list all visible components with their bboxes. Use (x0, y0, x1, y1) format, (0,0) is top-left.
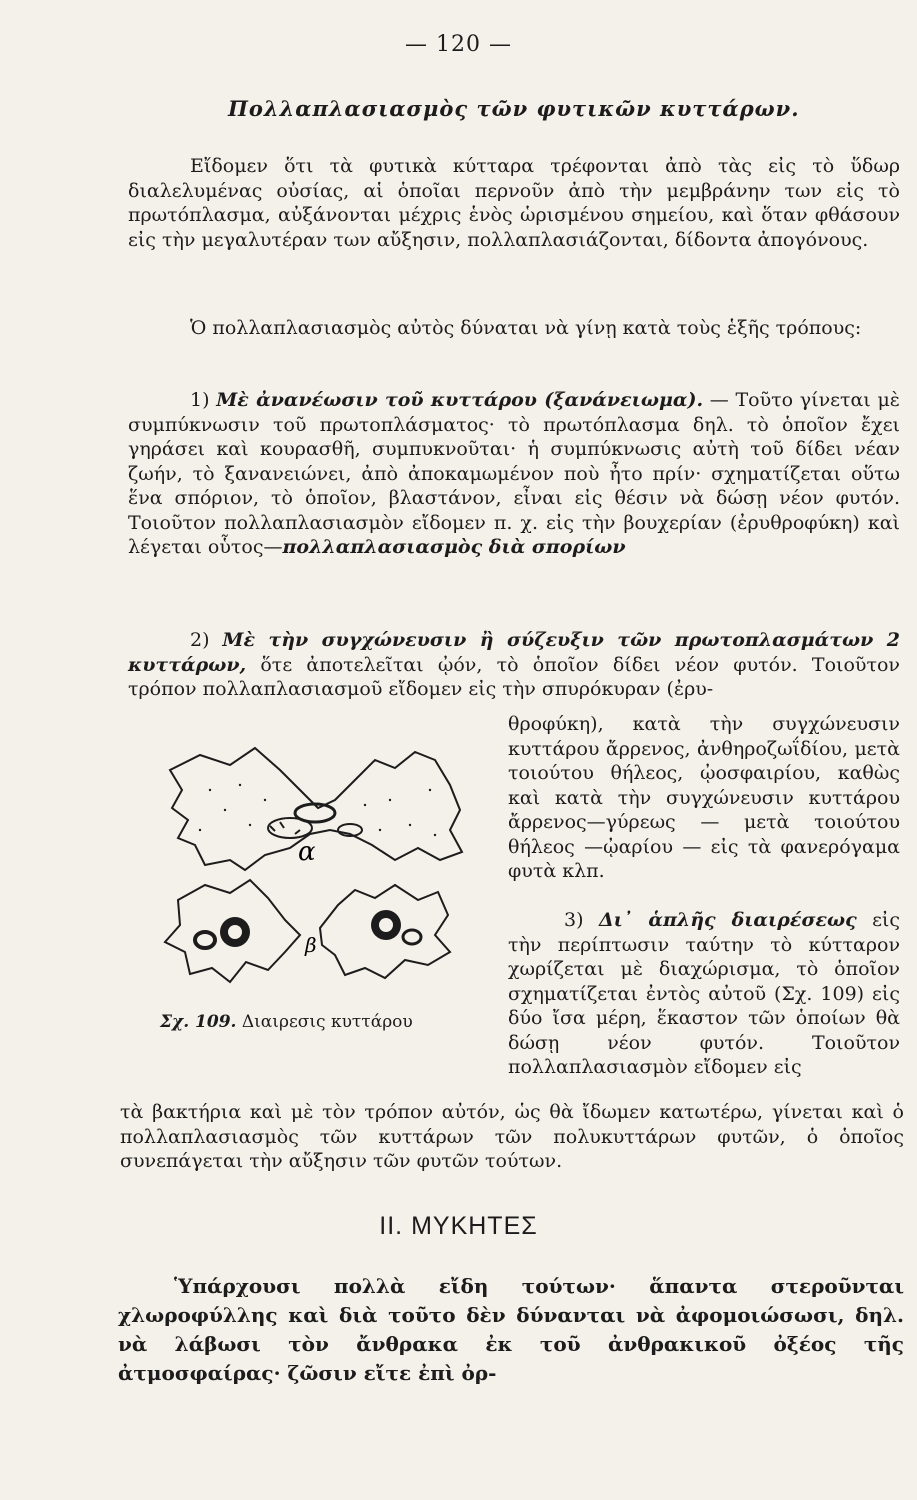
method-1-number: 1) (190, 389, 210, 411)
paragraph-method-2 (128, 628, 900, 702)
method-2-continued: θροφύκη), κατὰ τὴν συγχώνευσιν κυττάρου ἄρρενος, ἀνθηροζωΐδίου, μετὰ τοιούτου θήλεος, ᾠοσφαιρίου, καθὼς καὶ κατὰ τὴν συγχώνευσιν κυττάρου ἄρρενος—γύρεως — μετὰ τοιούτου θήλεος —ᾠαρίου — εἰς τὰ φανερόγαμα φυτὰ κλπ. (508, 713, 900, 882)
figure-label-b: β (305, 933, 317, 957)
method-1-heading: Μὲ ἀνανέωσιν τοῦ κυττάρου (ξανάνειωμα). (216, 389, 704, 411)
method-3-text: εἰς τὴν περίπτωσιν ταύτην τὸ κύτταρον χωρίζεται μὲ διαχώρισμα, τὸ ὁποῖον σχηματίζεται ἐντὸς αὐτοῦ (Σχ. 109) εἰς δύο ἴσα μέρη, ἕκαστον τῶν ὁποίων θὰ δώσῃ νέον φυτόν. Τοιοῦτον πολλαπλασιασμὸν εἴδομεν εἰς (508, 909, 900, 1078)
figure-caption-text: Διαιρεσις κυττάρου (241, 1012, 413, 1032)
vacuole-right (403, 930, 421, 944)
method-1-term: πολλαπλασιασμὸς διὰ σπορίων (282, 536, 626, 558)
paragraph-methods-text: Ὁ πολλαπλασιασμὸς αὐτὸς δύναται νὰ γίνῃ κατὰ τοὺς ἑξῆς τρόπους: (190, 317, 862, 339)
method-3-heading: Δι᾽ ἁπλῆς διαιρέσεως (598, 909, 857, 931)
figure-label-a: α (298, 837, 316, 867)
method-1-text: — Τοῦτο γίνεται μὲ συμπύκνωσιν τοῦ πρωτοπλάσματος· τὸ πρωτόπλασμα δηλ. τὸ ὁποῖον ἔχει γηράσει καὶ κουρασθῆ, συμπυκνοῦται· ἡ συμπύκνωσις αὐτὴ τοῦ δίδει νέαν ζωήν, τὸ ξανανειώνει, ἀπὸ ἀποκαμωμένον ποὺ ἦτο πρίν· σχηματίζεται οὕτω ἕνα σπόριον, τὸ ὁποῖον, βλαστάνον, εἶναι εἰς θέσιν νὰ δώσῃ νέον φυτόν. Τοιοῦτον πολλαπλασιασμὸν εἴδομεν π. χ. εἰς τὴν βουχερίαν (ἐρυθροφύκη) καὶ λέγεται οὗτος— (128, 389, 900, 558)
paragraph-methods (128, 316, 900, 341)
cell-division-figure (150, 730, 505, 1030)
paragraph-method-1 (128, 388, 900, 560)
paragraph-intro (128, 154, 900, 252)
paragraph-fungi-text: Ὑπάρχουσι πολλὰ εἴδη τούτων· ἅπαντα στεροῦνται χλωροφύλλης καὶ διὰ τοῦτο δὲν δύνανται νὰ ἀφομοιώσωσι, δηλ. νὰ λάβωσι τὸν ἄνθρακα ἐκ τοῦ ἀνθρακικοῦ ὀξέος τῆς ἀτμοσφαίρας· ζῶσιν εἴτε ἐπὶ ὀρ- (118, 1274, 904, 1385)
method-2-number: 2) (190, 629, 210, 651)
dividing-cell-a (170, 748, 462, 870)
vacuole-left (195, 932, 215, 948)
cell-division-illustration (150, 730, 505, 1010)
page-number: — 120 — (405, 32, 512, 57)
method-2-text: ὅτε ἀποτελεῖται ᾠόν, τὸ ὁποῖον δίδει νέον φυτόν. Τοιοῦτον τρόπον πολλαπλασιασμοῦ εἴδομεν εἰς τὴν σπυρόκυραν (ἐρυ- (128, 653, 900, 700)
paragraph-fungi (118, 1272, 904, 1388)
method-3-number: 3) (564, 909, 584, 931)
paragraph-method-3 (508, 908, 900, 1080)
figure-caption (160, 1012, 505, 1032)
paragraph-bacteria: τὰ βακτήρια καὶ μὲ τὸν τρόπον αὐτόν, ὡς θὰ ἴδωμεν κατωτέρω, γίνεται καὶ ὁ πολλαπλασιασμὸς τῶν κυττάρων τῶν πολυκυττάρων φυτῶν, ὁ ὁποῖος συνεπάγεται τὴν αὔξησιν τῶν φυτῶν τούτων. (120, 1101, 904, 1172)
section-title: Πολλαπλασιασμὸς τῶν φυτικῶν κυττάρων. (228, 96, 800, 121)
section-heading-fungi: ΙΙ. ΜΥΚΗΤΕΣ (379, 1212, 538, 1240)
paragraph-intro-text: Εἴδομεν ὅτι τὰ φυτικὰ κύτταρα τρέφονται ἀπὸ τὰς εἰς τὸ ὕδωρ διαλελυμένας οὐσίας, αἱ ὁποῖαι περνοῦν ἀπὸ τὴν μεμβράνην των εἰς τὸ πρωτόπλασμα, αὐξάνονται μέχρις ἑνὸς ὡρισμένου σημείου, καὶ ὅταν φθάσουν εἰς τὴν μεγαλυτέραν των αὔξησιν, πολλαπλασιάζονται, δίδοντα ἀπογόνους. (128, 155, 900, 251)
cell-a-stipple (199, 784, 436, 836)
method-2-heading: Μὲ τὴν συγχώνευσιν ἢ σύζευξιν τῶν πρωτοπλασμάτων 2 κυττάρων, (128, 629, 900, 676)
figure-caption-number: Σχ. 109. (160, 1012, 237, 1032)
